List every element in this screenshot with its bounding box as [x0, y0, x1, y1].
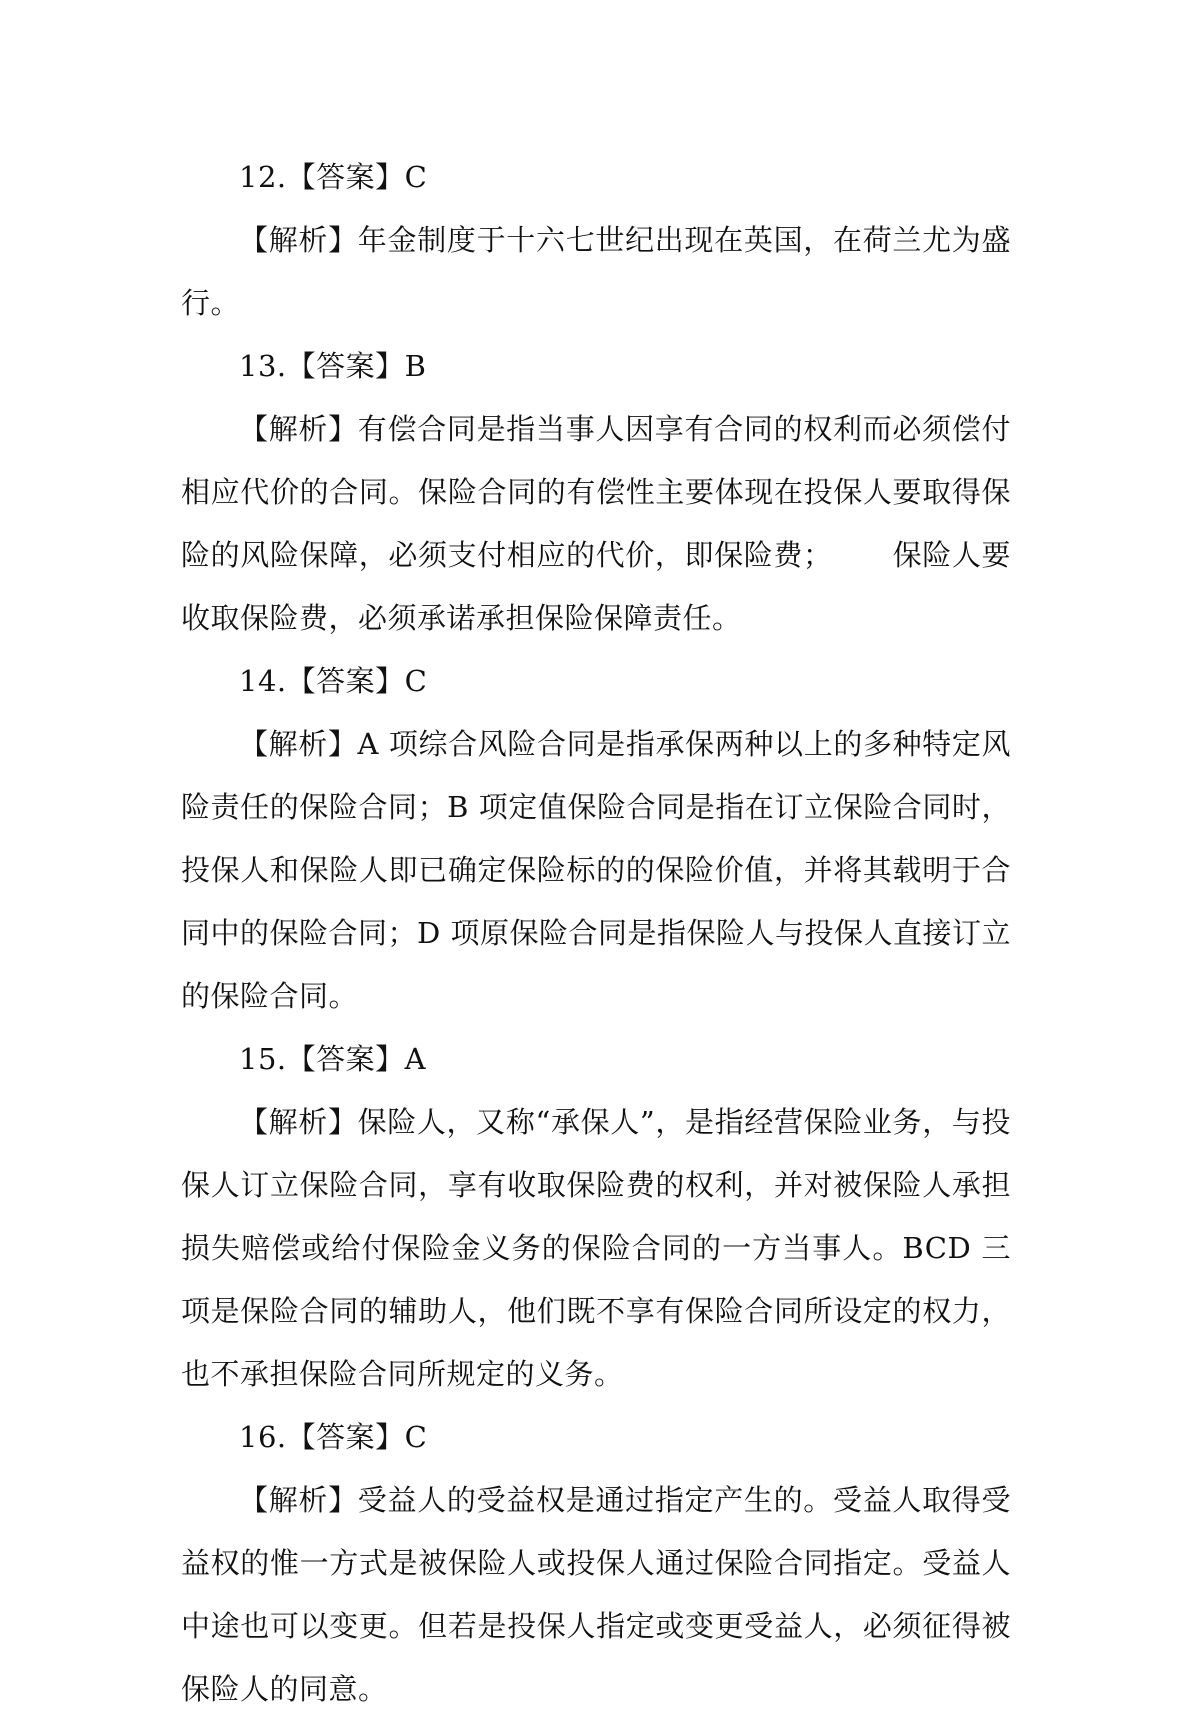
answer-12: 12.【答案】C [239, 160, 428, 194]
answer-16: 16.【答案】C [239, 1420, 428, 1454]
answer-14: 14.【答案】C [239, 664, 428, 698]
answer-13: 13.【答案】B [239, 349, 427, 383]
analysis-16: 【解析】受益人的受益权是通过指定产生的。受益人取得受益权的惟一方式是被保险人或投保人通过保险合同指定。受益人中途也可以变更。但若是投保人指定或变更受益人，必须征得被保险人的同意。 [181, 1483, 1011, 1706]
analysis-12: 【解析】年金制度于十六七世纪出现在英国，在荷兰尤为盛行。 [181, 223, 1011, 320]
analysis-14: 【解析】A 项综合风险合同是指承保两种以上的多种特定风险责任的保险合同；B 项定值保险合同是指在订立保险合同时，投保人和保险人即已确定保险标的的保险价值，并将其载明于合同中的保险合同；D 项原保险合同是指保险人与投保人直接订立的保险合同。 [181, 727, 1011, 1013]
analysis-13-part1: 【解析】有偿合同是指当事人因享有合同的权利而必须偿付相应代价的合同。保险合同的有偿性主要体现在投保人要取得保险的风险保障，必须支付相应的代价，即保险费； [181, 412, 1011, 572]
answer-15: 15.【答案】A [239, 1042, 427, 1076]
analysis-13-part2: 保险人要收取保险费，必须承诺承担保险保障责任。 [181, 538, 1011, 635]
answer-key-content [181, 146, 1011, 1721]
analysis-13 [181, 398, 1011, 650]
analysis-15: 【解析】保险人，又称“承保人”，是指经营保险业务，与投保人订立保险合同，享有收取保险费的权利，并对被保险人承担损失赔偿或给付保险金义务的保险合同的一方当事人。BCD 三项是保险合同的辅助人，他们既不享有保险合同所设定的权力，也不承担保险合同所规定的义务。 [181, 1105, 1011, 1391]
